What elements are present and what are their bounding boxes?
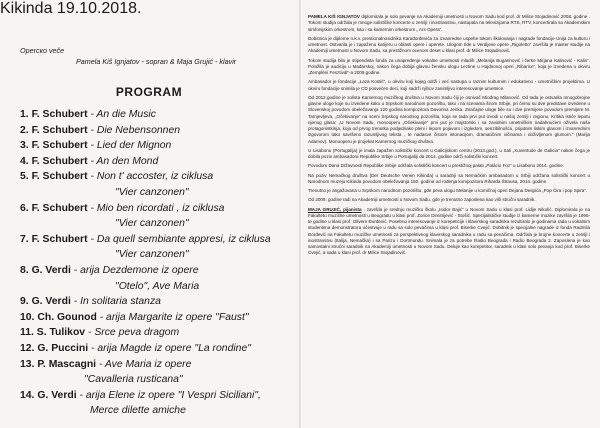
biography-column	[308, 14, 590, 260]
program-item-continuation: "Vier canzonen"	[115, 186, 189, 198]
performers: Pamela Kiš Ignjatov - sopran & Maja Grujić - klavir	[76, 57, 237, 66]
program-item-continuation: "Otelo", Ave Maria	[115, 280, 200, 292]
program-item: 2. F. Schubert - Die Nebensonnen	[20, 124, 181, 136]
event-title: Operско veče	[20, 46, 65, 55]
bio-paragraph: Povodom Dana Državnosti Republike Srbije održala solistički koncert u prestižnoj palati „Palácio Foz“ u Lisabonu 2014. godine.	[308, 163, 565, 169]
program-item: 14. G. Verdi - arija Elene iz opere "I Vespri Siciliani",	[20, 389, 261, 401]
program-item: 3. F. Schubert - Lied der Mignon	[20, 140, 172, 152]
place-date: Kikinda 19.10.2018.	[0, 0, 142, 17]
program-title: PROGRAM	[115, 85, 183, 99]
program-item: 8. G. Verdi - arija Dezdemone iz opere	[20, 264, 199, 276]
program-item-continuation: "Vier canzonen"	[115, 249, 189, 261]
program-item: 1. F. Schubert - An die Music	[20, 109, 156, 120]
bio-paragraph: Dobitnica je diplome n.k.v. prestionalnosidnika Karađorđevića za izvanredne uspehe tokom školovanja i nagrade fondacije Unija za kulturu i umetnost. Ostvarila je i zapaženu karijeru u oblasti opere i operete. Ulogom Ilde u Verdijeve opere „Rigoletto“ završila je master studije na Akademiji umetnosti u Novom Sadu, sa prestižnom ocenom deset u klasi prof. dr Milice Stojadinović.	[308, 35, 590, 54]
program-item: 4. F. Schubert - An den Mond	[20, 155, 159, 167]
bio-paragraph: Ambasador je fondacije „Laza Kostić“, u okviru koji kojeg održi i već nastupa u raznim kulturnim i edukativno - umetničkim projektima. U okviru fondacije snimila je CD posvećen deci, koji sadrži njihov zanimljivo interesovanje umetnice.	[308, 79, 590, 91]
bio-paragraph: PAMELA KIŠ IGNJATOV diplomirala je solo pevanje na Akademiji umetnosti u Novom Sadu kod prof. dr Milice Stojadinović 2008. godine . Tokom studija održala je mnoge solističke koncerte u zemlji i inostranstvu, nastupala na televizijama RTS, RTV, koncertirala sa Akademskim simfonijskim orkestrom, kao i sa kamernim orkestrom „ Ars Opera“.	[308, 14, 590, 32]
bio-paragraph: Trenutno je angažovana u Srpskom narodnom pozorištu, gde peva ulogu Melanije u komičnoj operi Dejana Despića „Pop Ćira i pop Spira“.	[308, 188, 588, 193]
program-item: 13. P. Mascagni - Ave Maria iz opere	[20, 358, 192, 370]
bio-paragraph: MAJA GRUJIĆ, pijanista , završila je srednju muzičku školu „Isidor Bajić“ u Novom Sadu u klasi prof. Lidije Nikolić. Diplomirala je na Fakultetu muzičke umetnosti u Beogradu u klasi prof. Zorice Dimitrijević - Stošić. Specijalističke studije iz kamerne muzike završila je 1995-te godine u klasi prof. Olivere Đurđević. Posebno interesovanje iz korepeticije i klavirskog saradnika rezultiralo je godinama rada u vokalnim studentima demonstratora učestvuje u radu sa solo pevačima u klasi prof. Biserke Cvejić. Dobitnik je specijalne nagrade iz fonda Radmila Đorđević na Fakultetu muzičke umetnosti za perspektivnog klavirskog saradnika u radu sa pevačima. Održala je brojne koncerte u zemlji i inostranstvu (Italija, Nemačka) i sa Parizu i Dortmundu. Snimala je za potrebe Radio Beograda i Radio Beograda 2. Zaposlena je kao samostalni stručni saradnik na Akademiji umetnosti u Novom Sadu. Deluje kao korepetitor, saradnik u klasi solo pevanja kod prof. Biserke Cvejić, a sada u klasi prof. dr Milice Stojadinović.	[308, 206, 590, 256]
program-item: 7. F. Schubert - Da quell sembiante appresi, iz ciklusa	[20, 233, 271, 245]
bio-name-maja: MAJA GRUJIĆ, pijanista	[308, 206, 362, 212]
bio-paragraph: U Lisabonu (Portugalija) je imala zapažen solistički koncert u Galicijskom centru (2013.god.), u Sali „Xuventude de Galicia“ nakon čega je dobila poziv ambasadora Republike Srbije u Portugaliji da 2014. godine održi solistički koncert.	[308, 147, 590, 159]
bio-paragraph: Od 2009. godine radi na Akademiji umetnosti u Novom Sadu, gde je trenutno zaposlena kao viši stručni saradnik.	[308, 197, 536, 203]
program-item: 5. F. Schubert - Non t' accoster, iz ciklusa	[20, 171, 214, 183]
bio-paragraph: Na poziv Nemačkog društva (Der Deutsche Verein Kikinda) u saradnji sa Nemačkim ambasadom u Srbiji održana solistički koncert u Narodnom muzeju Kikinda povodom obeležavanja 150. godina od rođenja kompozitora Riharda Štrausa, 2014. godine.	[308, 172, 590, 184]
event-header	[20, 45, 290, 67]
program-list	[20, 107, 296, 419]
bio-name-pamela: PAMELA KIŠ IGNJATOV	[308, 14, 360, 19]
program-item: 10. Ch. Gounod - arija Margarite iz opere "Faust"	[20, 311, 249, 323]
program-item-continuation: "Cavalleria rusticana"	[84, 374, 183, 386]
program-item: 6. F. Schubert - Mio ben ricordati , iz ciklusa	[20, 202, 225, 214]
program-item: 9. G. Verdi - In solitaria stanza	[20, 296, 161, 308]
bio-paragraph: Tokom studija bila je stipendista fonda za unapređenje vokalne umetnosti mladih „Melanija Bugarinović i čerke Mirjana Kalinović - Kalin“. Položila je audiciju u Mađarskoj, nakon čega dobija glavnu žensku ulogu Leztine u Hajdnovoj operi „Ribarice“, koja je izvedena u okviru „Zemplénі Fesztivál“-a 2009.godine.	[308, 57, 590, 75]
left-page	[0, 0, 298, 428]
program-item: 11. S. Tulikov - Srce peva dragom	[20, 327, 180, 339]
program-item-continuation: Merce dilette amiche	[90, 405, 186, 417]
program-item: 12. G. Puccini - arija Magde iz opere "La rondine"	[20, 342, 251, 354]
page-fold	[299, 0, 301, 428]
program-item-continuation: "Vier canzonen"	[115, 218, 189, 230]
bio-paragraph: Od 2012.godine je solista Kamernog muzičkog društva u Novom Sadu čiji je osnivač Miodrag Milanović. Od tada je ostvarila mnogobrojne glavne uloge koje su izvedene kako u Srpskom narodnom pozorištu, tako i na scenama širom Srbije, pri čemu su dve predstave izvedene u Slovenskoj povodom obeležavanja 120 godina kompozitora Davorina Jenka. Značajne uloge bile su i dve premijere povodom premijere M. Tarnjevljeva, „Očekivanje“ na sceni Srpskog narodnog pozorišta, koja se tada prvi put izvodi u našoj zemlji i regionu. Kritika istiće lepotu njenog glasa: „U Novom Sadu, monooperu „Očekivanje“ prvi put je majstorski i sa zavidnim umetničkim nadahnućem oživela naša protagonistkinja, koja od prvog trenutka podjednako pleni i lepom pojavom i izgledom, senzibilnošću, prijatnim liskim glasom i izvanrednim izgovorom tako savršeno razumljivog teksta , te nadasve čistom intonacijom, dramatičnim vičinama i doživljenom glumom.“ (Marija Adamov). Monooperu je projekat Kamernog muzičkog društva.	[308, 94, 590, 144]
